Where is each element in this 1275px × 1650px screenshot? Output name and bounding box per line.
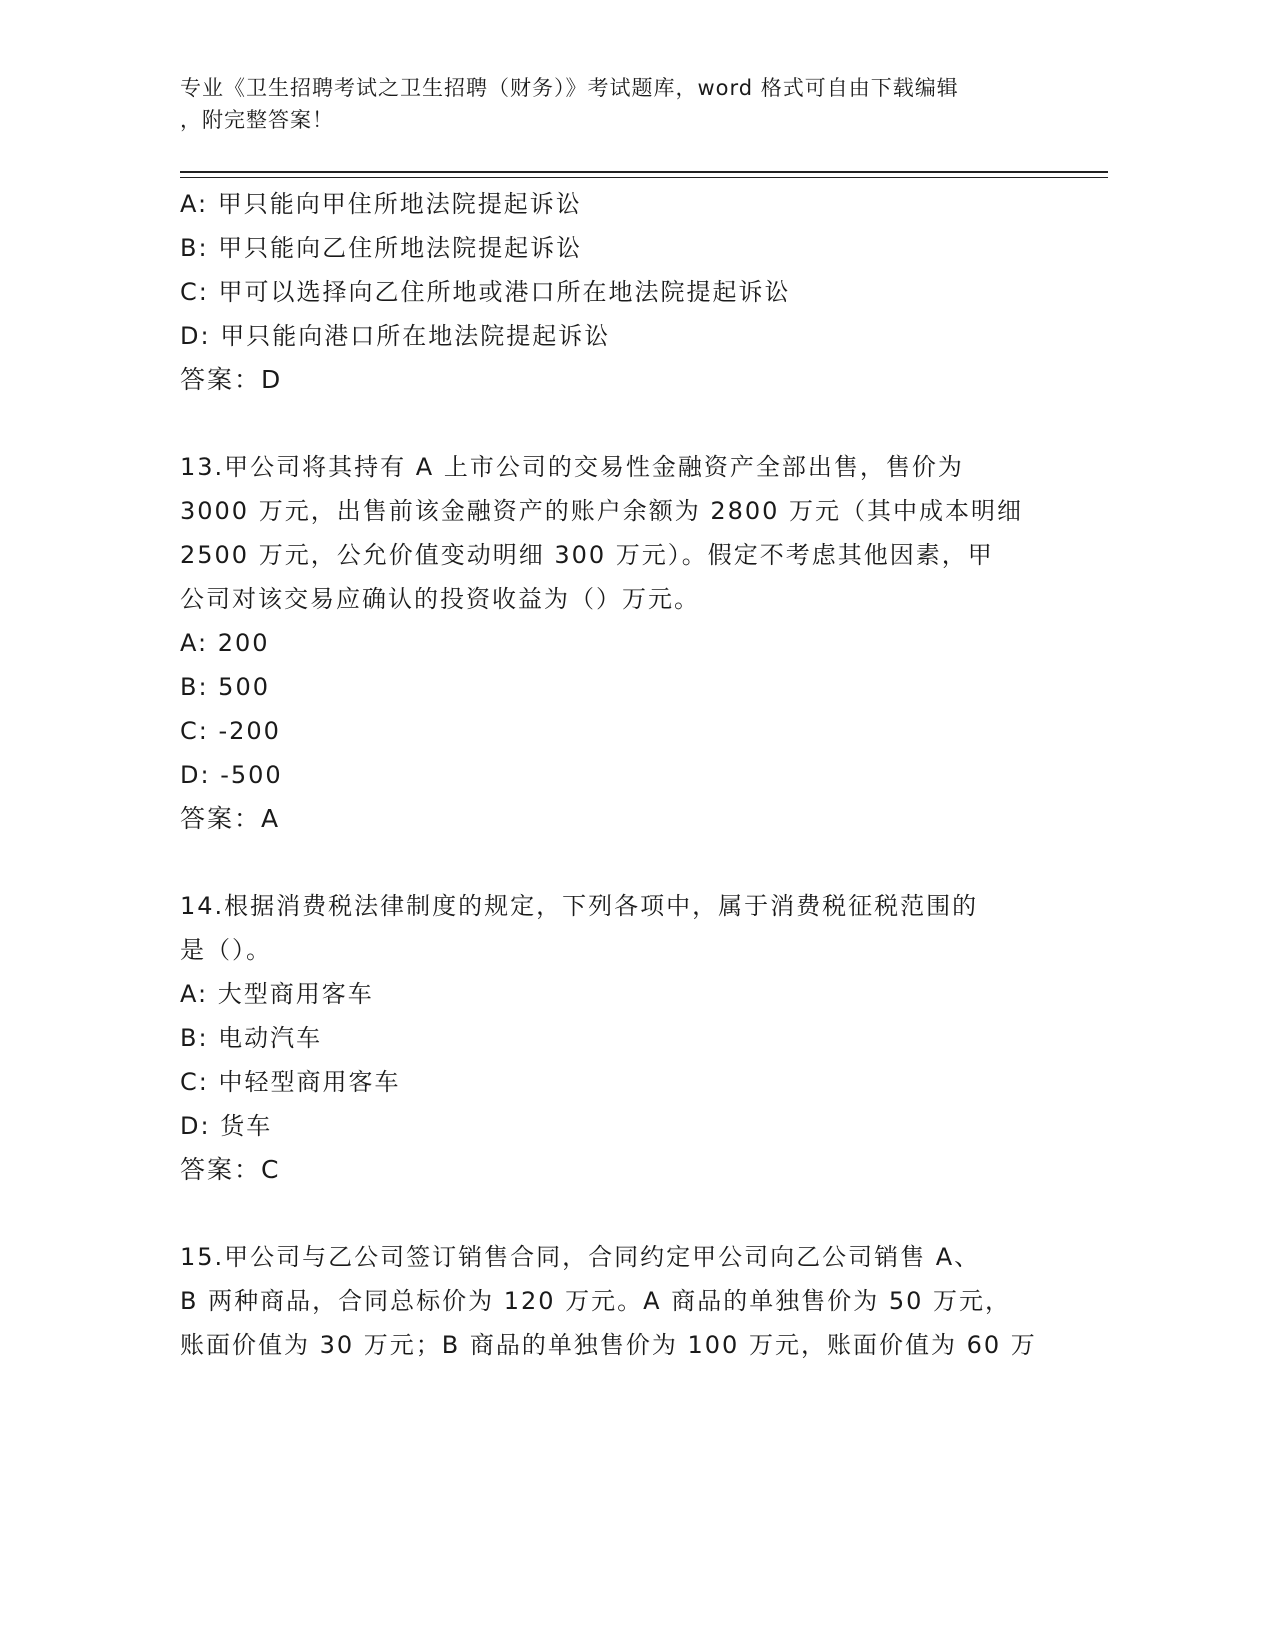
- header-divider-thin: [180, 177, 1108, 178]
- header-divider-thick: [180, 171, 1108, 173]
- question-stem-line: 15.甲公司与乙公司签订销售合同，合同约定甲公司向乙公司销售 A、: [180, 1243, 981, 1271]
- option-b: B: 电动汽车: [180, 1024, 323, 1052]
- option-c: C: -200: [180, 717, 281, 745]
- option-d: D: 甲只能向港口所在地法院提起诉讼: [180, 322, 611, 350]
- option-a: A: 大型商用客车: [180, 980, 374, 1008]
- option-d: D: -500: [180, 761, 283, 789]
- answer-line: 答案：A: [180, 804, 281, 833]
- question-14: [180, 884, 1050, 1192]
- question-stem-line: 公司对该交易应确认的投资收益为（）万元。: [180, 585, 700, 613]
- header-line-2: ，附完整答案！: [180, 108, 334, 132]
- question-spacer: [180, 841, 1050, 884]
- question-15: [180, 1235, 1050, 1367]
- question-stem-line: 13.甲公司将其持有 A 上市公司的交易性金融资产全部出售，售价为: [180, 453, 964, 481]
- question-stem-line: 14.根据消费税法律制度的规定，下列各项中，属于消费税征税范围的: [180, 892, 979, 920]
- option-d: D: 货车: [180, 1112, 273, 1140]
- option-a: A: 200: [180, 629, 270, 657]
- question-stem-line: 账面价值为 30 万元；B 商品的单独售价为 100 万元，账面价值为 60 万: [180, 1331, 1037, 1359]
- option-c: C: 中轻型商用客车: [180, 1068, 401, 1096]
- option-b: B: 500: [180, 673, 270, 701]
- question-spacer: [180, 1192, 1050, 1235]
- question-list: [180, 182, 1050, 1367]
- question-12: [180, 182, 1050, 402]
- question-stem-line: 3000 万元，出售前该金融资产的账户余额为 2800 万元（其中成本明细: [180, 497, 1024, 525]
- answer-line: 答案：C: [180, 1155, 281, 1184]
- header-line-1: 专业《卫生招聘考试之卫生招聘（财务）》考试题库，word 格式可自由下载编辑: [180, 76, 959, 100]
- document-header: [180, 72, 1040, 136]
- option-b: B: 甲只能向乙住所地法院提起诉讼: [180, 234, 583, 262]
- question-stem-line: 是（）。: [180, 936, 272, 964]
- question-stem-line: 2500 万元，公允价值变动明细 300 万元）。假定不考虑其他因素，甲: [180, 541, 994, 569]
- question-spacer: [180, 402, 1050, 445]
- answer-line: 答案：D: [180, 365, 283, 394]
- question-13: [180, 445, 1050, 841]
- option-a: A: 甲只能向甲住所地法院提起诉讼: [180, 190, 582, 218]
- question-stem-line: B 两种商品，合同总标价为 120 万元。A 商品的单独售价为 50 万元，: [180, 1287, 1012, 1315]
- option-c: C: 甲可以选择向乙住所地或港口所在地法院提起诉讼: [180, 278, 791, 306]
